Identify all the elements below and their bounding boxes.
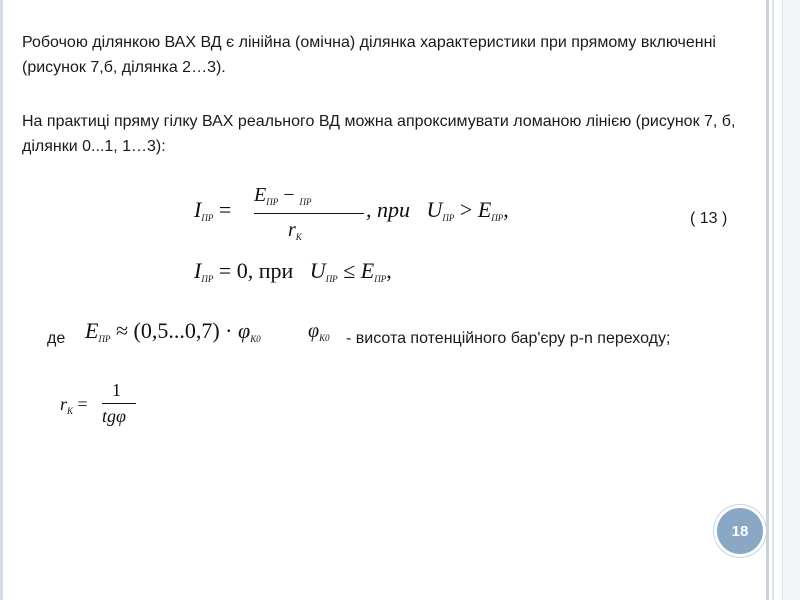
equation-zero-current: IПР = 0, при UПР ≤ EПР, <box>194 258 392 284</box>
eq1-denominator: $r_К$ <box>288 219 302 242</box>
slide-frame-right <box>766 0 769 600</box>
eq1-left-side: IПР = <box>194 197 232 223</box>
page-number-badge: 18 <box>714 505 766 557</box>
resistance-formula <box>60 380 150 430</box>
paragraph-approximation: На практиці пряму гілку ВАХ реального ВД можна апроксимувати ломаною лінією (рисунок 7, б, ділянки 0...1, 1…3): <box>22 113 736 155</box>
eq1-condition: , при UПР > EПР, <box>366 197 509 223</box>
paragraph-working-region: Робочою ділянкою ВАХ ВД є лінійна (омічна) ділянка характеристики при прямому включенні (рисунок 7,б, ділянка 2…3). <box>22 34 716 76</box>
barrier-approximation-formula: EПР ≈ (0,5...0,7) · φК0 <box>85 318 261 344</box>
equation-forward-current <box>194 184 594 248</box>
barrier-symbol: $\varphi_{К0}$ <box>308 320 330 343</box>
slide-frame-left <box>0 0 3 600</box>
slide-frame-right-band <box>782 0 800 600</box>
rk-numerator: 1 <box>112 380 121 400</box>
eq1-numerator: $E_{ПР} - _{ПР}$ <box>254 184 312 207</box>
rk-left-side: $r_К$ = <box>60 394 88 416</box>
slide-frame-right-inner <box>772 0 774 600</box>
equation-number: ( 13 ) <box>690 210 728 227</box>
rk-denominator: tgφ <box>102 406 126 426</box>
barrier-description: - висота потенційного бар'єру p-n переходу; <box>346 330 671 347</box>
eq1-fraction-bar <box>254 213 364 214</box>
where-label: де <box>47 330 66 347</box>
rk-fraction-bar <box>102 403 136 404</box>
